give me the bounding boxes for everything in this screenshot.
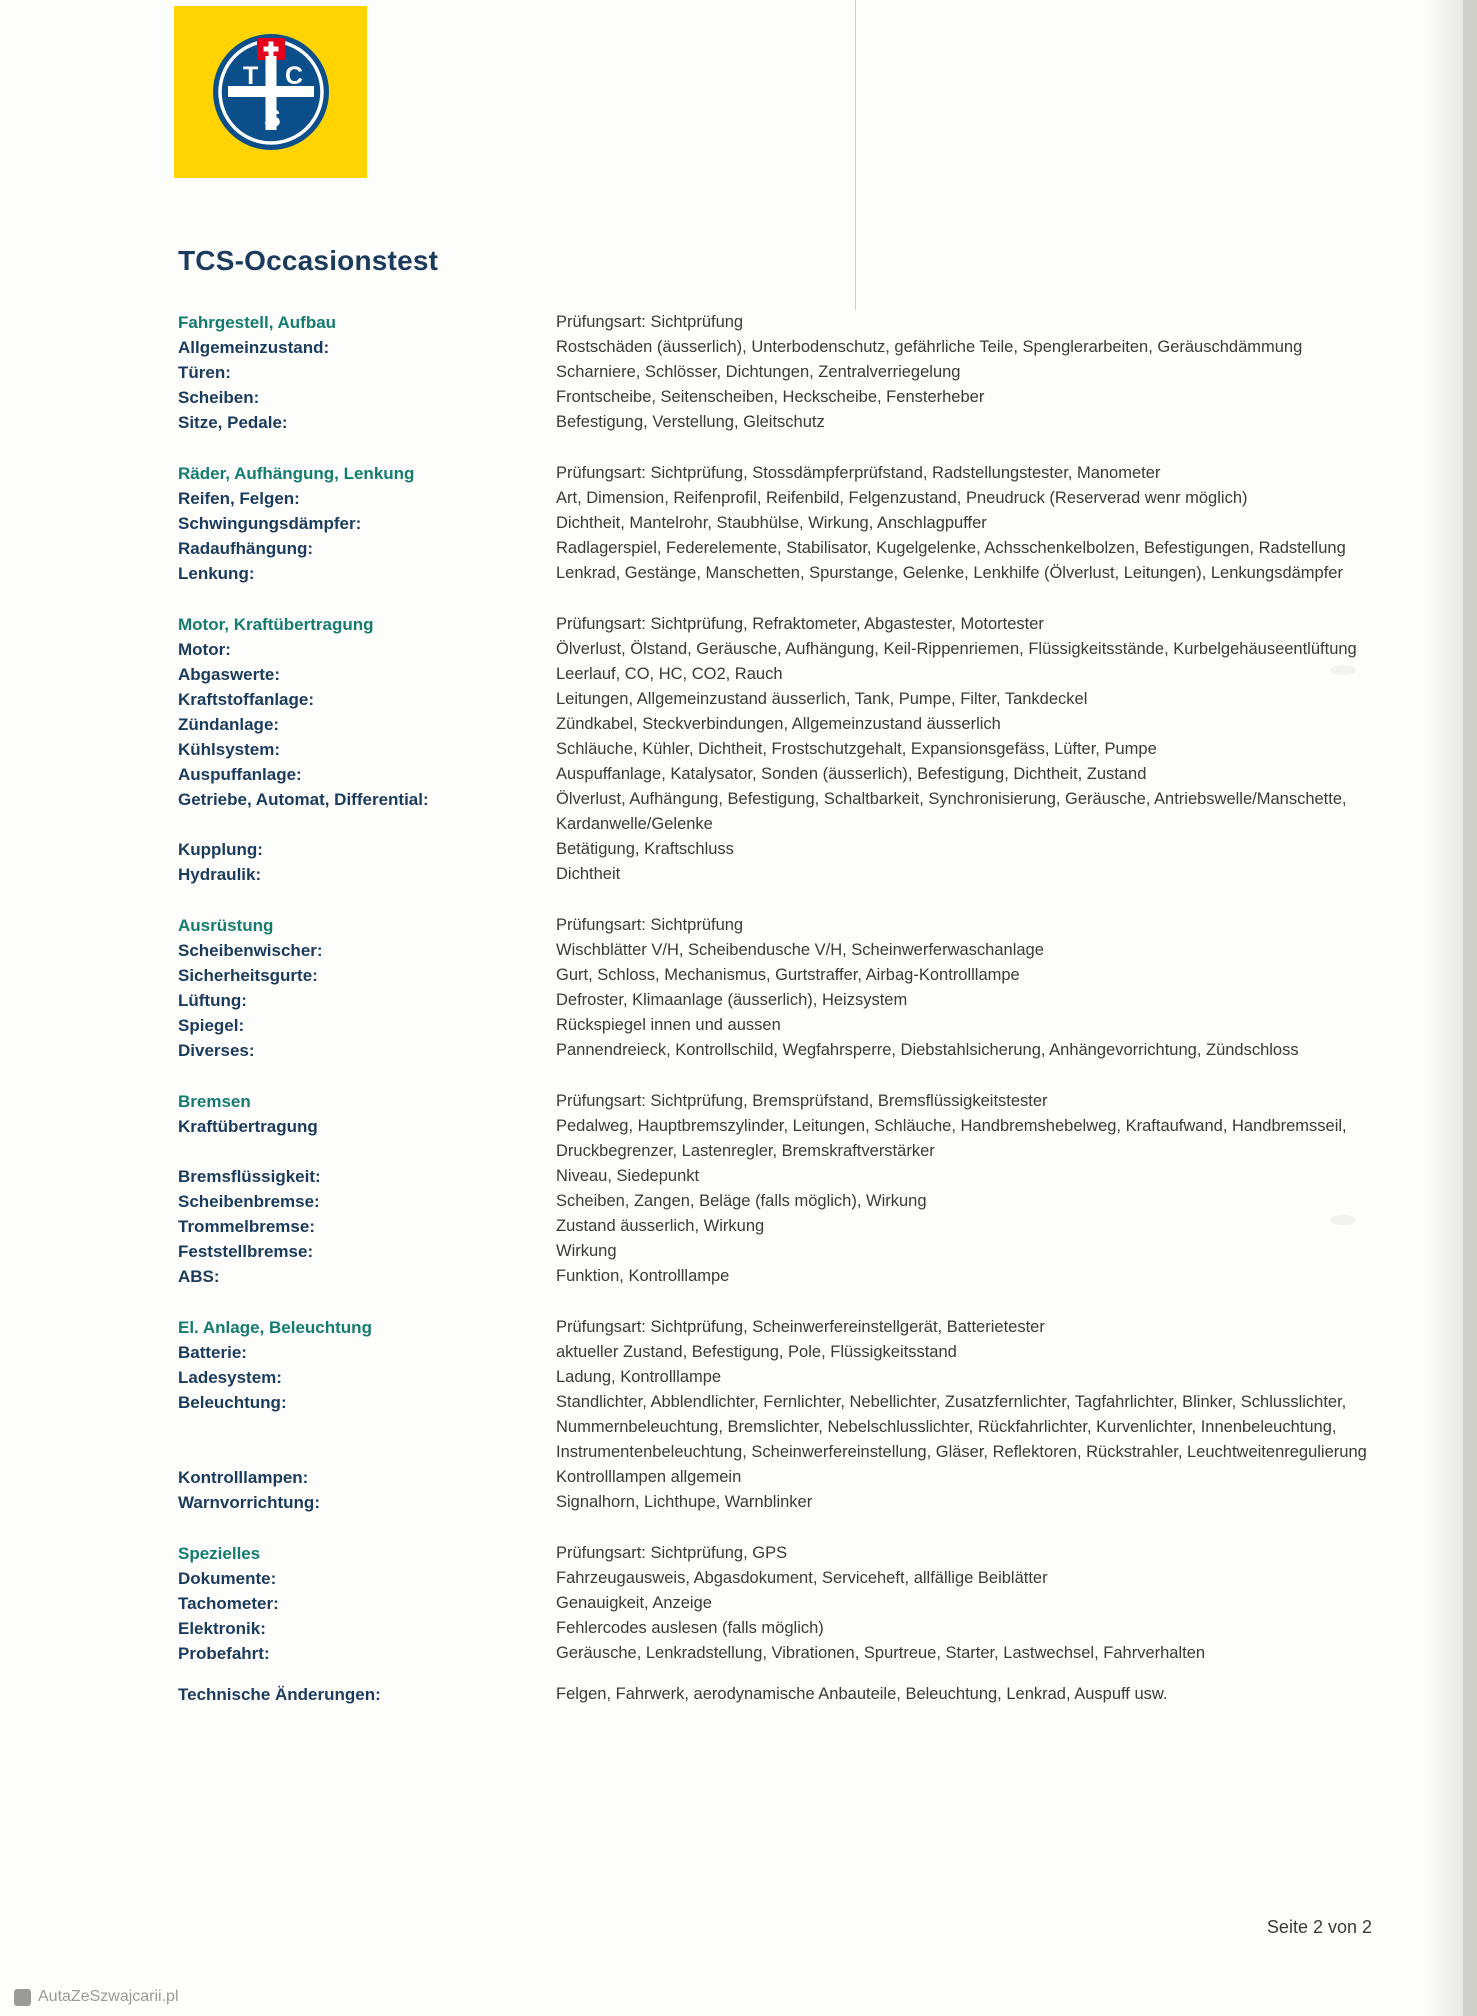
section-heading-row: [178, 1315, 1378, 1340]
row-label: Warnvorrichtung:: [178, 1493, 320, 1512]
svg-text:T: T: [242, 62, 258, 90]
row-value: Fahrzeugausweis, Abgasdokument, Serviceheft, allfällige Beiblätter: [556, 1569, 1048, 1587]
checklist-row: [178, 662, 1378, 687]
checklist-row: [178, 486, 1378, 511]
checklist-row: [178, 1038, 1378, 1063]
row-value: Frontscheibe, Seitenscheiben, Heckscheibe, Fensterheber: [556, 388, 985, 406]
row-label: Allgemeinzustand:: [178, 338, 330, 357]
section-method: Prüfungsart: Sichtprüfung, Scheinwerfereinstellgerät, Batterietester: [556, 1318, 1045, 1336]
row-value: Wirkung: [556, 1242, 617, 1260]
row-value: Schläuche, Kühler, Dichtheit, Frostschutzgehalt, Expansionsgefäss, Lüfter, Pumpe: [556, 740, 1157, 758]
page-number: Seite 2 von 2: [1266, 1917, 1372, 1937]
section-method: Prüfungsart: Sichtprüfung: [556, 916, 744, 934]
section-el-anlage-beleuchtung: [178, 1315, 1378, 1515]
row-label: Diverses:: [178, 1041, 255, 1060]
row-value: Befestigung, Verstellung, Gleitschutz: [556, 413, 825, 431]
row-value: Ölverlust, Ölstand, Geräusche, Aufhängung, Keil-Rippenriemen, Flüssigkeitsstände, Kurbelgehäuseentlüftung: [556, 640, 1357, 658]
section-raeder-aufhaengung-lenkung: [178, 461, 1378, 586]
section-method: Prüfungsart: Sichtprüfung, Stossdämpferprüfstand, Radstellungstester, Manometer: [556, 464, 1161, 482]
row-label: Technische Änderungen:: [178, 1685, 381, 1704]
row-value: Defroster, Klimaanlage (äusserlich), Heizsystem: [556, 991, 908, 1009]
row-label: Probefahrt:: [178, 1644, 270, 1663]
row-label: Kühlsystem:: [178, 740, 281, 759]
row-label: Spiegel:: [178, 1016, 245, 1035]
row-value: Betätigung, Kraftschluss: [556, 840, 734, 858]
section-heading-row: [178, 310, 1378, 335]
row-label: Lenkung:: [178, 564, 255, 583]
row-value: Standlichter, Abblendlichter, Fernlichter, Nebellichter, Zusatzfernlichter, Tagfahrlichter, Blinker, Schlusslichter, Nummernbeleuchtung, Bremslichter, Nebelschlusslichter, Rückfahrlichter, Kurvenlichter, Innenbeleuchtung, Instrumentenbeleuchtung, Scheinwerfereinstellung, Gläser, Reflektoren, Rückstrahler, Leuchtweitenregulierung: [556, 1393, 1367, 1461]
row-label: Trommelbremse:: [178, 1217, 315, 1236]
row-value: Radlagerspiel, Federelemente, Stabilisator, Kugelgelenke, Achsschenkelbolzen, Befestigungen, Radstellung: [556, 539, 1346, 557]
section-method: Prüfungsart: Sichtprüfung, Bremsprüfstand, Bremsflüssigkeitstester: [556, 1092, 1048, 1110]
row-value: Felgen, Fahrwerk, aerodynamische Anbauteile, Beleuchtung, Lenkrad, Auspuff usw.: [556, 1685, 1168, 1703]
row-value: Wischblätter V/H, Scheibendusche V/H, Scheinwerferwaschanlage: [556, 941, 1044, 959]
checklist-row: [178, 1365, 1378, 1390]
row-label: Beleuchtung:: [178, 1393, 287, 1412]
row-value: Lenkrad, Gestänge, Manschetten, Spurstange, Gelenke, Lenkhilfe (Ölverlust, Leitungen), Lenkungsdämpfer: [556, 564, 1343, 582]
tcs-logo: [174, 6, 367, 178]
row-value: Fehlercodes auslesen (falls möglich): [556, 1619, 824, 1637]
row-label: Radaufhängung:: [178, 539, 314, 558]
row-spacer: [178, 1666, 1378, 1682]
checklist-row: [178, 938, 1378, 963]
row-value: Gurt, Schloss, Mechanismus, Gurtstraffer, Airbag-Kontrolllampe: [556, 966, 1020, 984]
page-title: TCS-Occasionstest: [178, 245, 439, 276]
checklist-row: [178, 1390, 1378, 1465]
svg-text:S: S: [263, 105, 281, 133]
row-value: Dichtheit, Mantelrohr, Staubhülse, Wirkung, Anschlagpuffer: [556, 514, 987, 532]
row-value: Ölverlust, Aufhängung, Befestigung, Schaltbarkeit, Synchronisierung, Geräusche, Antriebswelle/Manschette, Kardanwelle/Gelenke: [556, 790, 1347, 833]
row-value: Dichtheit: [556, 865, 621, 883]
checklist-row: [178, 737, 1378, 762]
row-value: Signalhorn, Lichthupe, Warnblinker: [556, 1493, 813, 1511]
checklist-row: [178, 637, 1378, 662]
row-value: Pannendreieck, Kontrollschild, Wegfahrsperre, Diebstahlsicherung, Anhängevorrichtung, Zündschloss: [556, 1041, 1299, 1059]
checklist-row: [178, 1214, 1378, 1239]
checklist-row: [178, 511, 1378, 536]
row-value: Auspuffanlage, Katalysator, Sonden (äusserlich), Befestigung, Dichtheit, Zustand: [556, 765, 1147, 783]
row-label: Kraftübertragung: [178, 1117, 318, 1136]
section-heading-row: [178, 612, 1378, 637]
watermark: [14, 1988, 179, 2006]
row-label: Ladesystem:: [178, 1368, 282, 1387]
section-method: Prüfungsart: Sichtprüfung: [556, 313, 744, 331]
row-value: Leerlauf, CO, HC, CO2, Rauch: [556, 665, 783, 683]
section-spezielles: [178, 1541, 1378, 1707]
row-label: Abgaswerte:: [178, 665, 281, 684]
checklist-row: [178, 1591, 1378, 1616]
section-method: Prüfungsart: Sichtprüfung, GPS: [556, 1544, 788, 1562]
row-value: aktueller Zustand, Befestigung, Pole, Flüssigkeitsstand: [556, 1343, 957, 1361]
checklist-row: [178, 1164, 1378, 1189]
row-label: Lüftung:: [178, 991, 247, 1010]
watermark-icon: [14, 1989, 31, 2006]
checklist-row: [178, 536, 1378, 561]
row-label: Hydraulik:: [178, 865, 262, 884]
checklist-row: [178, 1114, 1378, 1164]
section-heading: Motor, Kraftübertragung: [178, 615, 374, 634]
row-value: Niveau, Siedepunkt: [556, 1167, 700, 1185]
row-value: Funktion, Kontrolllampe: [556, 1267, 730, 1285]
section-heading-row: [178, 1089, 1378, 1114]
row-value: Genauigkeit, Anzeige: [556, 1594, 712, 1612]
row-label: Kupplung:: [178, 840, 263, 859]
checklist-row: [178, 963, 1378, 988]
section-heading: Ausrüstung: [178, 916, 274, 935]
row-label: Dokumente:: [178, 1569, 277, 1588]
row-label: Reifen, Felgen:: [178, 489, 300, 508]
checklist-row: [178, 837, 1378, 862]
row-value: Pedalweg, Hauptbremszylinder, Leitungen, Schläuche, Handbremshebelweg, Kraftaufwand, Handbremsseil, Druckbegrenzer, Lastenregler, Bremskraftverstärker: [556, 1117, 1347, 1160]
section-heading: Bremsen: [178, 1092, 251, 1111]
row-label: Türen:: [178, 363, 231, 382]
checklist-row: [178, 687, 1378, 712]
checklist-row: [178, 1490, 1378, 1515]
row-label: Batterie:: [178, 1343, 247, 1362]
section-heading-row: [178, 913, 1378, 938]
tcs-logo-badge: [210, 31, 332, 153]
section-heading: Räder, Aufhängung, Lenkung: [178, 464, 415, 483]
row-label: Tachometer:: [178, 1594, 279, 1613]
checklist-row: [178, 360, 1378, 385]
row-label: Elektronik:: [178, 1619, 266, 1638]
section-heading-row: [178, 461, 1378, 486]
scan-edge: [1463, 0, 1477, 2016]
row-value: Ladung, Kontrolllampe: [556, 1368, 722, 1386]
row-label: Bremsflüssigkeit:: [178, 1167, 321, 1186]
row-value: Kontrolllampen allgemein: [556, 1468, 742, 1486]
section-heading: El. Anlage, Beleuchtung: [178, 1318, 372, 1337]
tcs-logo-icon: [210, 31, 332, 153]
checklist-row: [178, 1239, 1378, 1264]
row-label: Scheibenwischer:: [178, 941, 323, 960]
row-label: Zündanlage:: [178, 715, 280, 734]
section-motor-kraftuebertragung: [178, 612, 1378, 887]
section-heading-row: [178, 1541, 1378, 1566]
row-label: Scheibenbremse:: [178, 1192, 320, 1211]
row-label: Sitze, Pedale:: [178, 413, 288, 432]
checklist-row: [178, 1616, 1378, 1641]
watermark-label: AutaZeSzwajcarii.pl: [38, 1988, 179, 2005]
checklist-row: [178, 988, 1378, 1013]
test-checklist: [178, 310, 1378, 1733]
checklist-row: [178, 1340, 1378, 1365]
row-value: Art, Dimension, Reifenprofil, Reifenbild, Felgenzustand, Pneudruck (Reserverad wenr möglich): [556, 489, 1248, 507]
row-label: Motor:: [178, 640, 231, 659]
row-label: Scheiben:: [178, 388, 260, 407]
row-label: ABS:: [178, 1267, 220, 1286]
checklist-row: [178, 1013, 1378, 1038]
row-label: Schwingungsdämpfer:: [178, 514, 362, 533]
checklist-row: [178, 712, 1378, 737]
row-value: Leitungen, Allgemeinzustand äusserlich, Tank, Pumpe, Filter, Tankdeckel: [556, 690, 1088, 708]
row-label: Getriebe, Automat, Differential:: [178, 790, 429, 809]
section-ausruestung: [178, 913, 1378, 1063]
svg-text:C: C: [284, 62, 303, 90]
checklist-row: [178, 1682, 1378, 1707]
checklist-row: [178, 1566, 1378, 1591]
checklist-row: [178, 335, 1378, 360]
checklist-row: [178, 862, 1378, 887]
row-value: Scharniere, Schlösser, Dichtungen, Zentralverriegelung: [556, 363, 961, 381]
checklist-row: [178, 1465, 1378, 1490]
checklist-row: [178, 1641, 1378, 1666]
checklist-row: [178, 762, 1378, 787]
section-heading: Spezielles: [178, 1544, 261, 1563]
row-value: Rückspiegel innen und aussen: [556, 1016, 781, 1034]
checklist-row: [178, 1264, 1378, 1289]
row-value: Zustand äusserlich, Wirkung: [556, 1217, 765, 1235]
row-label: Kontrolllampen:: [178, 1468, 309, 1487]
checklist-row: [178, 787, 1378, 837]
section-heading: Fahrgestell, Aufbau: [178, 313, 337, 332]
row-label: Kraftstoffanlage:: [178, 690, 315, 709]
section-method: Prüfungsart: Sichtprüfung, Refraktometer, Abgastester, Motortester: [556, 615, 1044, 633]
row-value: Rostschäden (äusserlich), Unterbodenschutz, gefährliche Teile, Spenglerarbeiten, Geräuschdämmung: [556, 338, 1303, 356]
row-label: Auspuffanlage:: [178, 765, 302, 784]
row-value: Geräusche, Lenkradstellung, Vibrationen, Spurtreue, Starter, Lastwechsel, Fahrverhalten: [556, 1644, 1206, 1662]
row-label: Feststellbremse:: [178, 1242, 314, 1261]
checklist-row: [178, 561, 1378, 586]
section-bremsen: [178, 1089, 1378, 1289]
checklist-row: [178, 385, 1378, 410]
scan-shadow: [1422, 0, 1477, 2016]
paper-fold-line: [855, 0, 856, 310]
checklist-row: [178, 410, 1378, 435]
checklist-row: [178, 1189, 1378, 1214]
row-label: Sicherheitsgurte:: [178, 966, 318, 985]
row-value: Scheiben, Zangen, Beläge (falls möglich), Wirkung: [556, 1192, 927, 1210]
row-value: Zündkabel, Steckverbindungen, Allgemeinzustand äusserlich: [556, 715, 1001, 733]
section-fahrgestell-aufbau: [178, 310, 1378, 435]
